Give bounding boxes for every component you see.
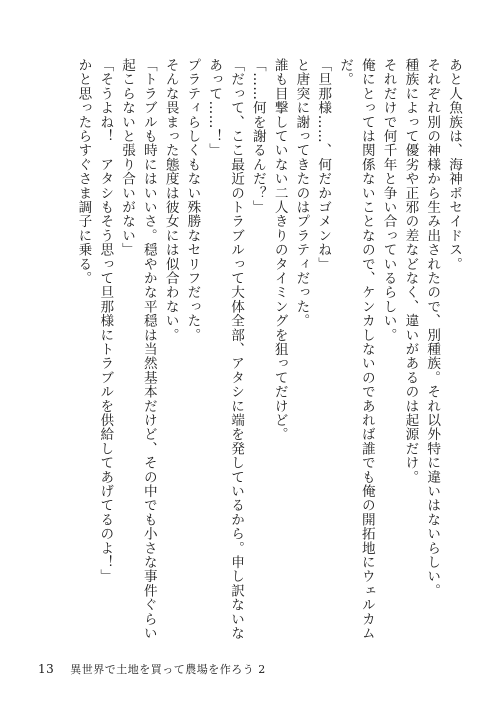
paragraph: 誰も目撃していない二人きりのタイミングを狙ってだけど。 bbox=[271, 58, 288, 442]
paragraph: そんな畏まった態度は彼女には似合わない。 bbox=[162, 58, 179, 342]
paragraph: 種族によって優劣や正邪の差などなく、違いがあるのは起源だけ。 bbox=[402, 58, 419, 484]
page-number: 13 bbox=[38, 662, 55, 676]
paragraph: と唐突に謝ってきたのはプラティだった。 bbox=[293, 58, 310, 328]
paragraph: それだけで何千年と争い合っているらしい。 bbox=[380, 58, 397, 342]
dialogue-line: 「……何を謝るんだ？」 bbox=[249, 58, 266, 215]
dialogue-line: 「旦那様……、何だかゴメンね」 bbox=[315, 58, 332, 271]
page-footer bbox=[38, 662, 266, 677]
vertical-text-body bbox=[46, 58, 464, 648]
dialogue-line: 「そうよね！ アタシもそう思って旦那様にトラブルを供給してあげてるのよ！」 bbox=[97, 58, 114, 584]
dialogue-line: 「だって、ここ最近のトラブルって大体全部、アタシに端を発しているから。申し訳ないなあって……！」 bbox=[206, 58, 245, 641]
paragraph: あと人魚族は、海神ポセイドス。 bbox=[446, 58, 462, 271]
book-title: 異世界で土地を買って農場を作ろう 2 bbox=[70, 663, 266, 676]
dialogue-line: 「トラブルも時にはいいさ。穏やかな平穏は当然基本だけど、その中でも小さな事件ぐらい起こらないと張り合いがない」 bbox=[119, 58, 157, 641]
paragraph: かと思ったらすぐさま調子に乗る。 bbox=[75, 58, 92, 286]
paragraph: プラティらしくもない殊勝なセリフだった。 bbox=[184, 58, 201, 342]
paragraph: それぞれ別の神様から生み出されたので、別種族。それ以外特に違いはないらしい。 bbox=[424, 58, 441, 598]
paragraph: 俺にとっては関係ないことなので、ケンカしないのであれば誰でも俺の開拓地にウェルカムだ。 bbox=[337, 58, 375, 641]
